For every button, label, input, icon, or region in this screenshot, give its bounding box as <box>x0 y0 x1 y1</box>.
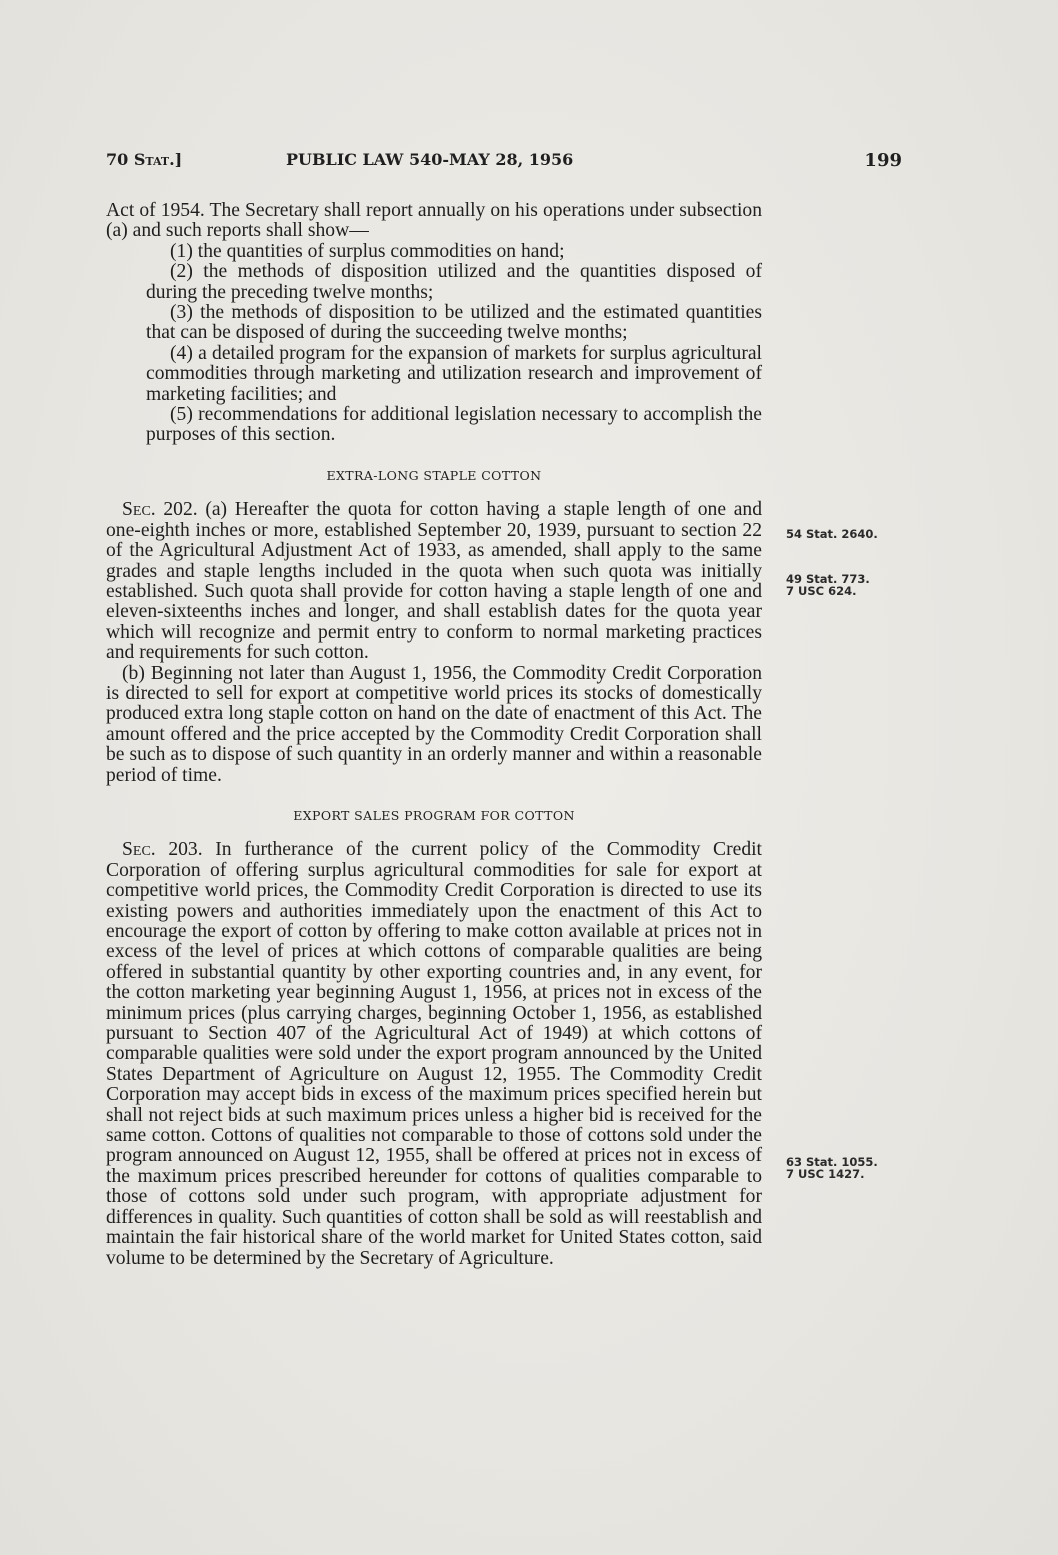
volume-reference: 70 Stat.] <box>106 150 183 169</box>
section-heading-export-sales: EXPORT SALES PROGRAM FOR COTTON <box>293 807 575 823</box>
list-item-2: (2) the methods of disposition utilized and the quantities disposed of during the preceding twelve months; <box>146 261 762 303</box>
section-heading-extra-long-staple: EXTRA-LONG STAPLE COTTON <box>326 467 542 483</box>
margin-citation-54-stat: 54 Stat. 2640. <box>786 527 878 541</box>
list-item-5: (5) recommendations for additional legislation necessary to accomplish the purposes of this section. <box>146 404 762 446</box>
list-item-4: (4) a detailed program for the expansion of markets for surplus agricultural commodities through marketing and utilization research and improvement of marketing facilities; and <box>146 342 762 405</box>
section-202-a-text: (a) Hereafter the quota for cotton having a staple length of one and one-eighth inches or more, established September 20, 1939, pursuant to section 22 of the Agricultural Adjustment Act of 1933, as amended, shall apply to the same grades and staple lengths included in the quota when such quota was initially established. Such quota shall provide for cotton having a staple length of one and eleven-sixteenths inches and longer, and shall establish dates for the quota year which will recognize and permit entry to conform to normal marketing practices and requirements for such cotton. <box>106 499 763 664</box>
page-header <box>106 150 902 176</box>
section-203-label: Sec. 203. <box>122 839 203 861</box>
list-item-3: (3) the methods of disposition to be utilized and the estimated quantities that can be disposed of during the succeeding twelve months; <box>146 302 762 344</box>
section-202-label: Sec. 202. <box>122 499 198 521</box>
page-title: PUBLIC LAW 540-MAY 28, 1956 <box>286 150 574 169</box>
section-202-b: (b) Beginning not later than August 1, 1956, the Commodity Credit Corporation is directed to sell for export at competitive world prices its stocks of domestically produced extra long staple cotton on hand on the date of enactment of this Act. The amount offered and the price accepted by the Commodity Credit Corporation shall be such as to dispose of such quantity in an orderly manner and within a reasonable period of time. <box>106 662 762 786</box>
margin-citation-49-stat: 49 Stat. 773. 7 USC 624. <box>786 572 870 598</box>
list-item-1: (1) the quantities of surplus commodities on hand; <box>170 240 565 262</box>
section-203-text: In furtherance of the current policy of the Commodity Credit Corporation of offering surplus agricultural commodities for sale for export at competitive world prices, the Commodity Credit Corporation is directed to use its existing powers and authorities immediately upon the enactment of this Act to encourage the export of cotton by offering to make cotton available at prices not in excess of the level of prices at which cottons of comparable qualities are being offered in substantial quantity by other exporting countries and, in any event, for the cotton marketing year beginning August 1, 1956, at prices not in excess of the minimum prices (plus carrying charges, beginning October 1, 1956, as established pursuant to Section 407 of the Agricultural Act of 1949) at which cottons of comparable qualities were sold under the export program announced by the United States Department of Agriculture on August 12, 1955. The Commodity Credit Corporation may accept bids in excess of the maximum prices specified herein but shall not reject bids at such maximum prices unless a higher bid is received for the same cotton. Cottons of qualities not comparable to those of cottons sold under the program announced on August 12, 1955, shall be offered at prices not in excess of the maximum prices prescribed hereunder for cottons of qualities comparable to those of cottons sold under such program, with appropriate adjustment for differences in quality. Such quantities of cotton shall be sold as will reestablish and maintain the fair historical share of the world market for United States cotton, said volume to be determined by the Secretary of Agriculture. <box>106 839 762 1269</box>
paragraph-report-intro: Act of 1954. The Secretary shall report annually on his operations under subsection (a) and such reports shall show— <box>106 200 762 242</box>
margin-citation-63-stat: 63 Stat. 1055. 7 USC 1427. <box>786 1155 878 1181</box>
page-number: 199 <box>864 150 902 171</box>
document-body <box>106 201 762 1269</box>
section-202-a <box>106 500 762 663</box>
section-203 <box>106 840 762 1269</box>
